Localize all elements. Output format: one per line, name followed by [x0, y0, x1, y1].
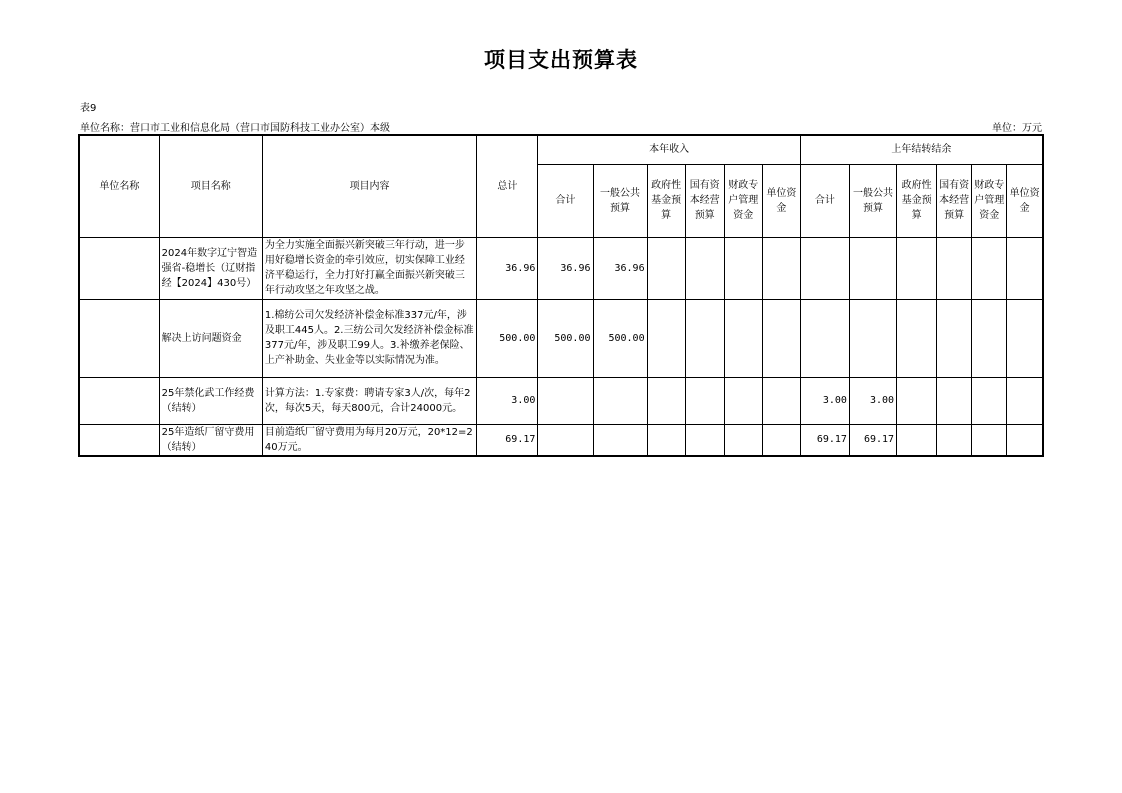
cell-project: 2024年数字辽宁智造强省-稳增长（辽财指经【2024】430号）: [159, 237, 262, 299]
header-prev-carryover: 上年结转结余: [800, 135, 1043, 164]
cell-cur-gov-fund: [647, 299, 685, 377]
header-prev-special-account: 财政专户管理资金: [972, 164, 1007, 237]
cell-unit: [79, 237, 159, 299]
table-row: [79, 424, 1043, 456]
header-unit-name: 单位名称: [79, 135, 159, 237]
cell-prev-gov-fund: [897, 424, 937, 456]
header-prev-unit-funds: 单位资金: [1007, 164, 1043, 237]
header-prev-gov-fund: 政府性基金预算: [897, 164, 937, 237]
cell-cur-state-capital: [685, 377, 724, 424]
unit-name-line: 单位名称：营口市工业和信息化局（营口市国防科技工业办公室）本级: [80, 123, 390, 134]
cell-prev-special-account: [972, 424, 1007, 456]
cell-content: 计算方法：1.专家费：聘请专家3人/次，每年2次，每次5天，每天800元，合计24000元。: [262, 377, 476, 424]
cell-prev-gov-fund: [897, 299, 937, 377]
cell-cur-general-budget: [593, 424, 647, 456]
cell-project: 解决上访问题资金: [159, 299, 262, 377]
cell-project: 25年禁化武工作经费（结转）: [159, 377, 262, 424]
cell-cur-state-capital: [685, 299, 724, 377]
table-row: [79, 299, 1043, 377]
cell-prev-unit-funds: [1007, 299, 1043, 377]
table-number: 表9: [80, 103, 97, 114]
cell-prev-general-budget: 69.17: [849, 424, 896, 456]
cell-prev-general-budget: 3.00: [849, 377, 896, 424]
header-prev-general-budget: 一般公共预算: [849, 164, 896, 237]
cell-cur-total: [538, 377, 593, 424]
cell-cur-total: [538, 424, 593, 456]
header-prev-state-capital: 国有资本经营预算: [937, 164, 972, 237]
table-row: [79, 237, 1043, 299]
cell-cur-state-capital: [685, 237, 724, 299]
header-prev-total: 合计: [800, 164, 849, 237]
cell-cur-general-budget: 500.00: [593, 299, 647, 377]
cell-cur-general-budget: 36.96: [593, 237, 647, 299]
cell-unit: [79, 377, 159, 424]
cell-prev-total: [800, 237, 849, 299]
header-cur-unit-funds: 单位资金: [762, 164, 800, 237]
budget-table: [78, 134, 1044, 457]
cell-prev-total: 69.17: [800, 424, 849, 456]
cell-prev-unit-funds: [1007, 237, 1043, 299]
cell-prev-unit-funds: [1007, 377, 1043, 424]
cell-cur-special-account: [724, 424, 762, 456]
cell-prev-state-capital: [937, 299, 972, 377]
cell-prev-state-capital: [937, 377, 972, 424]
table-row: [79, 377, 1043, 424]
page-title: 项目支出预算表: [484, 48, 638, 72]
cell-total: 36.96: [477, 237, 538, 299]
cell-project: 25年造纸厂留守费用（结转）: [159, 424, 262, 456]
cell-cur-total: 500.00: [538, 299, 593, 377]
header-project-content: 项目内容: [262, 135, 476, 237]
header-current-income: 本年收入: [538, 135, 800, 164]
cell-content: 1.棉纺公司欠发经济补偿金标准337元/年，涉及职工445人。2.三纺公司欠发经济补偿金标准377元/年，涉及职工99人。3.补缴养老保险、上产补助金、失业金等以实际情况为准。: [262, 299, 476, 377]
cell-unit: [79, 299, 159, 377]
cell-content: 目前造纸厂留守费用为每月20万元，20*12=240万元。: [262, 424, 476, 456]
cell-prev-gov-fund: [897, 237, 937, 299]
cell-cur-total: 36.96: [538, 237, 593, 299]
cell-prev-gov-fund: [897, 377, 937, 424]
cell-cur-unit-funds: [762, 424, 800, 456]
cell-prev-state-capital: [937, 424, 972, 456]
cell-prev-state-capital: [937, 237, 972, 299]
cell-total: 500.00: [477, 299, 538, 377]
cell-cur-special-account: [724, 299, 762, 377]
header-cur-special-account: 财政专户管理资金: [724, 164, 762, 237]
cell-prev-unit-funds: [1007, 424, 1043, 456]
cell-cur-general-budget: [593, 377, 647, 424]
cell-cur-special-account: [724, 237, 762, 299]
cell-cur-gov-fund: [647, 237, 685, 299]
header-cur-general-budget: 一般公共预算: [593, 164, 647, 237]
cell-cur-unit-funds: [762, 377, 800, 424]
cell-cur-unit-funds: [762, 299, 800, 377]
cell-prev-total: [800, 299, 849, 377]
cell-prev-total: 3.00: [800, 377, 849, 424]
cell-cur-special-account: [724, 377, 762, 424]
cell-total: 3.00: [477, 377, 538, 424]
header-cur-gov-fund: 政府性基金预算: [647, 164, 685, 237]
cell-prev-special-account: [972, 299, 1007, 377]
cell-total: 69.17: [477, 424, 538, 456]
header-cur-total: 合计: [538, 164, 593, 237]
cell-prev-special-account: [972, 237, 1007, 299]
cell-prev-general-budget: [849, 237, 896, 299]
cell-cur-unit-funds: [762, 237, 800, 299]
cell-content: 为全力实施全面振兴新突破三年行动，进一步用好稳增长资金的牵引效应，切实保障工业经济平稳运行，全力打好打赢全面振兴新突破三年行动攻坚之年攻坚之战。: [262, 237, 476, 299]
cell-unit: [79, 424, 159, 456]
header-project-name: 项目名称: [159, 135, 262, 237]
currency-unit: 单位：万元: [992, 123, 1042, 134]
cell-cur-gov-fund: [647, 377, 685, 424]
cell-prev-general-budget: [849, 299, 896, 377]
header-total: 总计: [477, 135, 538, 237]
cell-cur-state-capital: [685, 424, 724, 456]
cell-prev-special-account: [972, 377, 1007, 424]
cell-cur-gov-fund: [647, 424, 685, 456]
header-cur-state-capital: 国有资本经营预算: [685, 164, 724, 237]
